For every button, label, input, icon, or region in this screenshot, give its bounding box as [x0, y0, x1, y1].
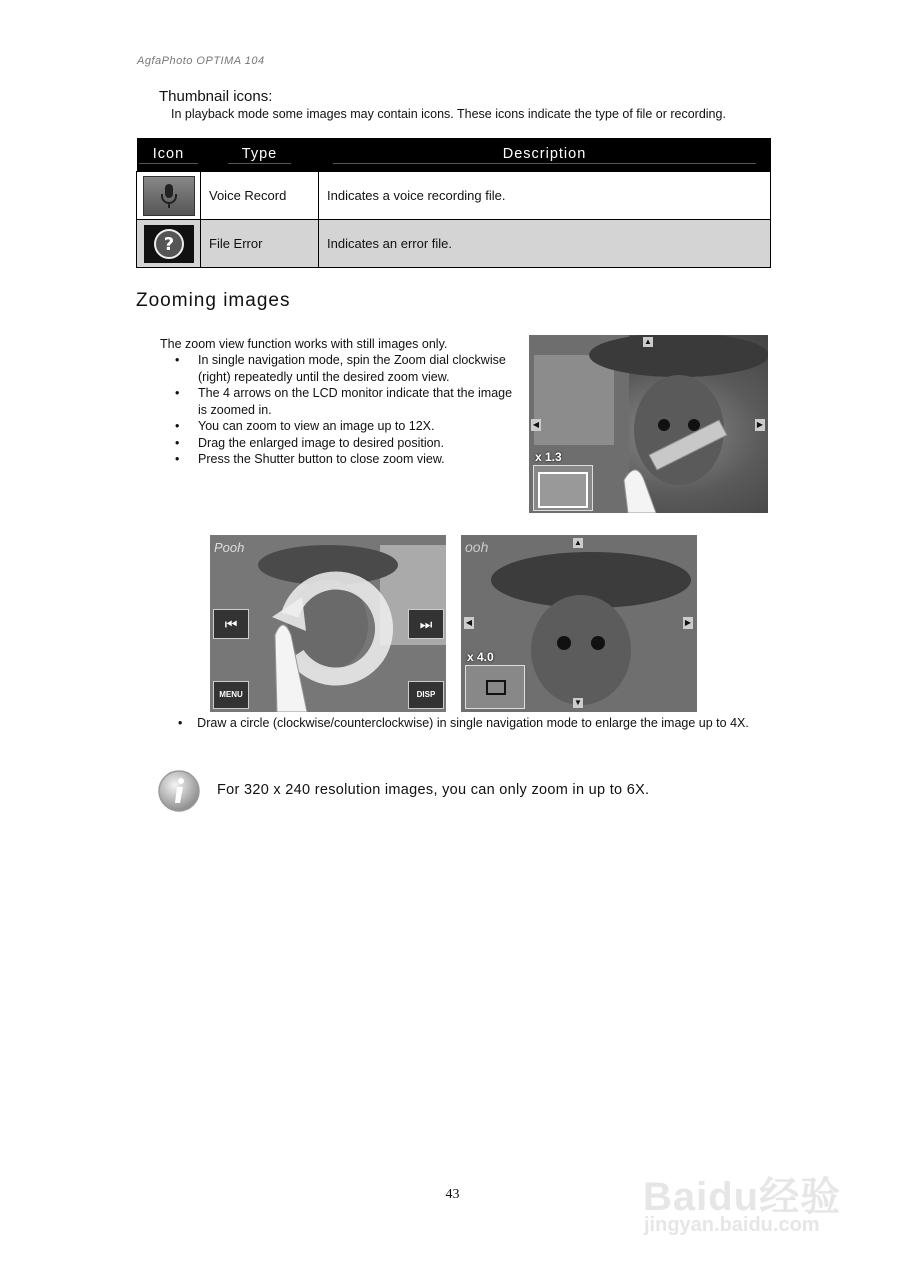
- brand-text: Pooh: [214, 540, 245, 555]
- table-row: [137, 220, 771, 268]
- zoom-level: x 4.0: [467, 650, 494, 664]
- icon-cell: [137, 220, 201, 268]
- list-item: • You can zoom to view an image up to 12X.: [175, 418, 515, 435]
- description-cell: Indicates a voice recording file.: [319, 172, 771, 220]
- type-cell: File Error: [201, 220, 319, 268]
- disp-button[interactable]: DISP: [408, 681, 444, 709]
- circle-gesture-screenshot: [210, 535, 446, 712]
- list-item: • In single navigation mode, spin the Zoom dial clockwise (right) repeatedly until the desired zoom view.: [175, 352, 515, 385]
- list-item: • Drag the enlarged image to desired position.: [175, 435, 515, 452]
- thumbnail-heading: Thumbnail icons:: [159, 88, 273, 105]
- menu-button[interactable]: MENU: [213, 681, 249, 709]
- draw-circle-text: Draw a circle (clockwise/counterclockwise) in single navigation mode to enlarge the image up to 4X.: [197, 716, 749, 730]
- thumbnail-icons-table: [136, 138, 771, 268]
- arrow-right-icon: ▶: [756, 420, 764, 429]
- table-row: [137, 172, 771, 220]
- arrow-left-icon: ◀: [532, 420, 540, 429]
- arrow-left-icon: ◀: [465, 618, 473, 627]
- col-icon: Icon: [137, 138, 201, 172]
- list-item: • The 4 arrows on the LCD monitor indicate that the image is zoomed in.: [175, 385, 515, 418]
- info-icon: [157, 769, 201, 813]
- zoom-heading: Zooming images: [136, 290, 291, 311]
- zoom-screenshot-drag: [529, 335, 768, 513]
- zoom-level: x 1.3: [535, 450, 562, 464]
- running-header: AgfaPhoto OPTIMA 104: [137, 55, 265, 67]
- brand-text: ooh: [465, 539, 489, 555]
- page-number: 43: [445, 1187, 460, 1202]
- svg-text:?: ?: [163, 233, 174, 255]
- arrow-down-icon: ▼: [574, 698, 582, 707]
- description-cell: Indicates an error file.: [319, 220, 771, 268]
- microphone-icon: [143, 176, 195, 216]
- zoom-intro: The zoom view function works with still images only.: [160, 337, 448, 351]
- navigation-minimap: [465, 665, 525, 709]
- list-item: • Press the Shutter button to close zoom view.: [175, 451, 515, 468]
- watermark-brand: Baidu经验: [643, 1175, 842, 1219]
- thumbnail-intro: In playback mode some images may contain icons. These icons indicate the type of file or recording.: [171, 107, 726, 121]
- question-icon: [144, 225, 194, 263]
- arrow-up-icon: ▲: [644, 337, 652, 346]
- zoom-bullets: [175, 352, 515, 468]
- next-icon[interactable]: ⏭: [408, 609, 444, 639]
- arrow-up-icon: ▲: [574, 538, 582, 547]
- draw-circle-note: • Draw a circle (clockwise/counterclockwise) in single navigation mode to enlarge the image up to 4X.: [178, 716, 749, 730]
- type-cell: Voice Record: [201, 172, 319, 220]
- zoom-screenshot-4x: [461, 535, 697, 712]
- col-description: Description: [319, 138, 771, 172]
- arrow-right-icon: ▶: [684, 618, 692, 627]
- col-type: Type: [201, 138, 319, 172]
- icon-cell: [137, 172, 201, 220]
- note-text: For 320 x 240 resolution images, you can only zoom in up to 6X.: [217, 782, 650, 798]
- watermark-url: jingyan.baidu.com: [644, 1214, 820, 1236]
- previous-icon[interactable]: ⏮: [213, 609, 249, 639]
- navigation-minimap: [533, 465, 593, 511]
